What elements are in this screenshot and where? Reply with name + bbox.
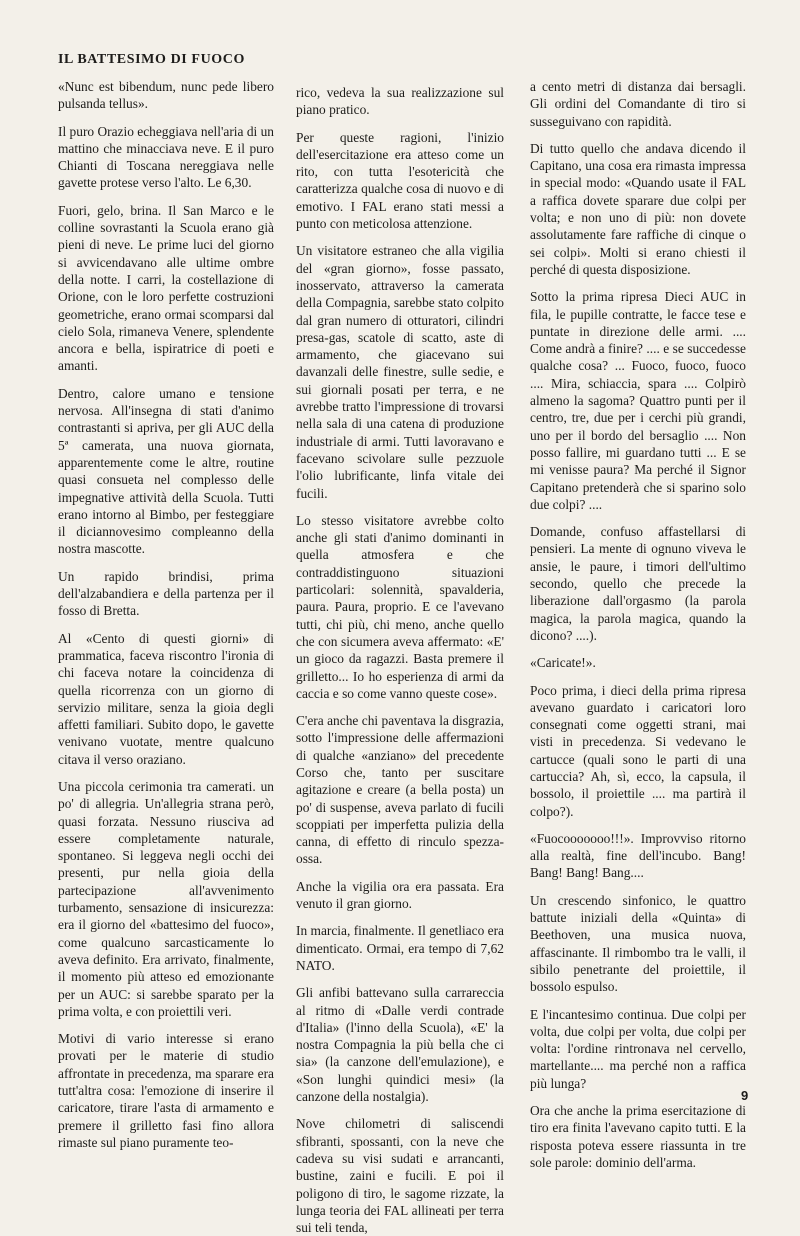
paragraph: Ora che anche la prima esercitazione di tiro era finita l'avevano capito tutti. E la risposta poteva essere riassunta in tre sole parole: dominio dell'arma. <box>530 1103 746 1170</box>
paragraph: Di tutto quello che andava dicendo il Capitano, una cosa era rimasta impressa in special modo: «Quando usate il FAL a raffica dovete sparare due colpi per volta; e non uno di più: non dovete assolutamente fare raffiche di cinque o sei colpi». Molti si erano chiesti il perché di questa disposizione. <box>530 140 746 277</box>
paragraph: Sotto la prima ripresa Dieci AUC in fila, le pupille contratte, le facce tese e puntate in direzione delle armi. .... Come andrà a finire? .... e se succedesse qualche cosa? ... Fuoco, fuoco, fuoco .... Mira, schiaccia, spara .... Colpirò almeno la sagoma? Quattro punti per il centro, tre, due per i cerchi più grandi, uno per il bordo del bersaglio .... Non posso fallire, mi guardano tutti ... E se mi venisse paura? Ma perché il Signor Capitano pretenderà che si sparino solo due colpi? .... <box>530 289 746 512</box>
paragraph: Al «Cento di questi giorni» di prammatica, faceva riscontro l'ironia di chi faceva notare la coincidenza di quella ricorrenza con un giorno di servizio militare, senza la gioia degli affetti familiari. Subito dopo, le gavette venivano vuotate, mentre qualcuno citava il verso oraziano. <box>58 630 274 767</box>
paragraph: In marcia, finalmente. Il genetliaco era dimenticato. Ormai, era tempo di 7,62 NATO. <box>296 923 504 973</box>
paragraph: C'era anche chi paventava la disgrazia, sotto l'impressione delle affermazioni di qualche «anziano» del precedente Corso che, tanto per suscitare agitazione e creare (a bella posta) un po' di suspense, aveva parlato di fucili scoppiati per imperfetta pulizia della canna, di effetto di rinculo spezza-ossa. <box>296 713 504 867</box>
paragraph: E l'incantesimo continua. Due colpi per volta, due colpi per volta, due colpi per volta: l'ordine rintronava nel cervello, martellante.... ma perché non a raffica più lunga? <box>530 1006 746 1091</box>
paragraph: «Caricate!». <box>530 655 596 671</box>
paragraph: Nove chilometri di saliscendi sfibranti, spossanti, con la neve che cadeva su visi sudati e arrancanti, bustine, zaini e fucili. E poi il poligono di tiro, le sagome rizzate, la lunga teoria dei FAL allineati per terra sui teli tenda, <box>296 1116 504 1236</box>
paragraph: Domande, confuso affastellarsi di pensieri. La mente di ognuno viveva le ansie, le paure, i timori dell'ultimo secondo, quello che precede la liberazione dall'orgasmo (la parola magica, la parola magica, quando la dicono? ....). <box>530 524 746 643</box>
paragraph: Un rapido brindisi, prima dell'alzabandiera e della partenza per il fosso di Bretta. <box>58 568 274 619</box>
page-title: IL BATTESIMO DI FUOCO <box>58 52 245 67</box>
paragraph: Poco prima, i dieci della prima ripresa avevano guardato i caricatori loro consegnati come oggetti strani, mai visti in precedenza. Si vedevano le cartucce (quali sono le parti di una cartuccia? Ah, sì, ecco, la capsula, il bossolo, il proiettile .... ma partirà il colpo?). <box>530 682 746 819</box>
paragraph: Un crescendo sinfonico, le quattro battute iniziali della «Quinta» di Beethoven, una musica nuova, affascinante. Il rimbombo tra le valli, il sibilo penetrante del proiettile, il bossolo espulso. <box>530 892 746 995</box>
article-column-2 <box>296 84 504 1236</box>
paragraph: Lo stesso visitatore avrebbe colto anche gli stati d'animo dominanti in quella atmosfera e che contraddistinguono situazioni particolari: solennità, spavalderia, paura. Paura, proprio. E ce l'avevano tutti, chi più, chi meno, anche quello che con sicumera aveva affermato: «E' un gioco da ragazzi. Basta premere il grilletto... Io ho esperienza di armi da caccia e so come vanno queste cose». <box>296 512 504 701</box>
page-number: 9 <box>741 1088 749 1103</box>
paragraph: Anche la vigilia ora era passata. Era venuto il gran giorno. <box>296 878 504 912</box>
paragraph: a cento metri di distanza dai bersagli. Gli ordini del Comandante di tiro si susseguivano con rapidità. <box>530 79 746 129</box>
paragraph: «Fuocooooooo!!!». Improvviso ritorno alla realtà, fine dell'incubo. Bang! Bang! Bang! Bang.... <box>530 830 746 881</box>
paragraph: Una piccola cerimonia tra camerati. un po' di allegria. Un'allegria strana però, quasi forzata. Nessuno riusciva ad essere completamente naturale, spontaneo. Si leggeva negli occhi dei presenti, pur nella gioia della partecipazione all'avvenimento turbamento, sensazione di insicurezza: era il giorno del «battesimo del fuoco», come qualcuno sarcasticamente lo aveva definito. Era arrivato, finalmente, il momento più atteso ed emozionante per un AUC: si sarebbe sparato per la prima volta, e con proiettili veri. <box>58 778 274 1019</box>
paragraph: «Nunc est bibendum, nunc pede libero pulsanda tellus». <box>58 79 274 112</box>
article-column-1 <box>58 78 274 1151</box>
paragraph: Dentro, calore umano e tensione nervosa. All'insegna di stati d'animo contrastanti si apriva, per gli AUC della 5ª camerata, una nuova giornata, apparentemente come le altre, routine quasi consueta nel complesso delle impegnative attività della Scuola. Tutti erano intorno al Bimbo, per festeggiare il diciannovesimo compleanno della nostra mascotte. <box>58 385 274 557</box>
paragraph: Fuori, gelo, brina. Il San Marco e le colline sovrastanti la Scuola erano già pieni di neve. Le prime luci del giorno si avvicendavano alle ultime ombre della notte. I carri, la costellazione di Orione, con le loro perfette costruzioni geometriche, erano ormai scomparsi dal cielo Sola, rimaneva Venere, splendente ancora e bella, ispiratrice di poeti e amanti. <box>58 202 274 374</box>
paragraph: Motivi di vario interesse si erano provati per le materie di studio affrontate in precedenza, ma sparare era tutt'altra cosa: l'emozione di inserire il caricatore, tirare l'asta di armamento e premere il grilletto fasi fino allora rimaste sul piano puramente teo- <box>58 1031 274 1150</box>
paragraph: Un visitatore estraneo che alla vigilia del «gran giorno», fosse passato, inosservato, attraverso la camerata della Compagnia, sarebbe stato colpito dal gran numero di otturatori, cilindri presa-gas, scatole di scatto, aste di armamento, che giacevano sui davanzali delle finestre, sulle sedie, e sui giornali posati per terra, e ne avrebbe tratto l'impressione di trovarsi nella sala di una catena di produzione industriale di armi. Tutti lavoravano e facevano scivolare sulle pezzuole l'olio lubrificante, linfa vitale dei fucili. <box>296 243 504 501</box>
article-column-3 <box>530 78 749 1171</box>
paragraph: Gli anfibi battevano sulla carrareccia al ritmo di «Dalle verdi contrade d'Italia» (l'inno della Scuola), «E' la nostra Compagnia la più bella che ci sia» (la canzone dell'emulazione), e «Son lunghi quindici mesi» (la canzone della nostalgia). <box>296 985 504 1105</box>
paragraph: rico, vedeva la sua realizzazione sul piano pratico. <box>296 85 504 118</box>
paragraph: Il puro Orazio echeggiava nell'aria di un mattino che minacciava neve. E il puro Chianti di Toscana nereggiava nelle gavette protese verso l'alto. Le 6,30. <box>58 123 274 191</box>
paragraph: Per queste ragioni, l'inizio dell'esercitazione era atteso come un rito, con tutta l'esotericità che caratterizza qualche cosa di nuovo e di emotivo. I FAL erano stati messi a punto con meticolosa attenzione. <box>296 129 504 232</box>
